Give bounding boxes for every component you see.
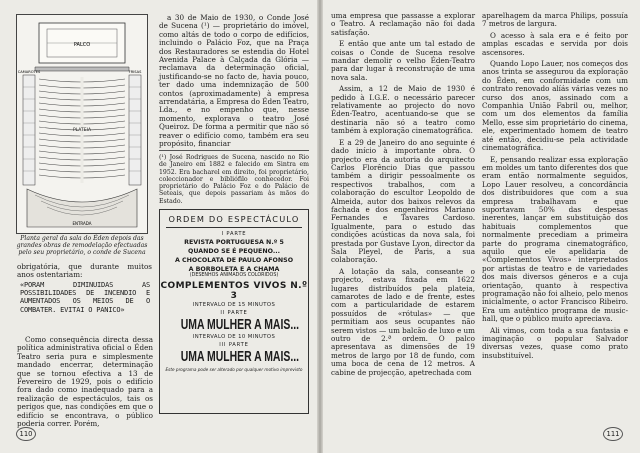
- program-interval-2: INTERVALO DE 10 MINUTOS: [192, 334, 276, 340]
- page-number-left: 110: [16, 427, 36, 441]
- divider: [166, 227, 302, 228]
- paragraph: E a 29 de Janeiro do ano seguinte é dado início à importante obra. O projecto era da autoria do arquitecto Carlos Florêncio Dias que passou também a dirigir pessoalmente os respectivos trabalhos, com a colaboração do escultor Leopoldo de Almeida, autor dos baixos relevos da fachada e dos engenheiros Mariano Fernandes e Tavares Cardoso. Igualmente, para o estudo das condições acústicas da nova sala, foi prestada por Gustave Lyon, director da Sala Pleyel, de Paris, a sua colaboração.: [331, 137, 475, 265]
- program-part-1: I PARTE: [221, 231, 247, 237]
- right-page-column-2: [482, 12, 628, 420]
- paragraph: uma empresa que passasse a explorar o Teatro. A reclamação não foi dada satisfação.: [331, 11, 475, 37]
- program-part-3: III PARTE: [219, 342, 249, 348]
- floor-plan-drawing: [17, 15, 147, 233]
- plan-label-boxes: CAMAROTES: [17, 70, 41, 74]
- left-page-column-2: [159, 14, 309, 148]
- warning-quote: «PORAM DIMINUIDAS AS POSSIBILIDADES DE INCENDIO E AUMENTADOS OS MEIOS DE O COMBATER. EVITAI O PANICO»: [20, 281, 150, 314]
- plan-label-stalls: PLATEIA: [72, 128, 92, 133]
- program-item: A CHOCOLATA DE PAULO AFONSO: [174, 257, 294, 264]
- left-page-column-1-top: [17, 263, 152, 283]
- program-complementos: COMPLEMENTOS VIVOS N.º 3: [160, 281, 308, 301]
- paragraph: obrigatória, que durante muitos anos ostentariam:: [17, 262, 152, 280]
- program-feature-2: UMA MULHER A MAIS...: [180, 349, 300, 365]
- page-number-right: 111: [603, 427, 623, 441]
- paragraph: a 30 de Maio de 1930, o Conde José de Sucena (¹) — proprietário do imóvel, como altás de todo o corpo de edifícios, incluindo o Palácio Foz, que na Praça dos Restauradores se estendia do Hotel Avenida Palace à Calçada da Glória — reclamava da determinação oficial, justificando-se no facto de, havia pouco, ter dado uma indemnização de 500 contos (aproximadamente) à empresa arrendatária, a Empresa do Éden Teatro, Lda., e no empenho que, nesse momento, explorava o teatro José Queiroz. De forma a permitir que não só reaver o edifício como, também era seu propósito, financiar: [159, 13, 309, 149]
- program-item: REVISTA PORTUGUESA N.º 5: [184, 239, 284, 246]
- theatre-floor-plan: [16, 14, 148, 234]
- floor-plan-caption: Planta geral da sala do Éden depois das grandes obras de remodelação efectuadas pelo seu proprietário, o conde de Sucena: [16, 235, 148, 257]
- paragraph: O acesso à sala era e é feito por amplas escadas e servida por dois ascensores.: [482, 30, 628, 57]
- paragraph: A lotação da sala, conseante o projecto, estava fixada em 1622 lugares distribuídos pela plateia, camarotes de lado e de frente, estes com a particularidade de estarem possuídos de «rótulas» — que permitiam aos seus ocupantes não serem vistos — um balcão de luxo e um outro de 2.ª ordem. O palco apresentava as dimensões de 19 metros de largo por 18 de fundo, com uma boca de cena de 12 metros. A cabine de projecção, apetrechada com: [331, 266, 475, 377]
- program-title: ORDEM DO ESPECTÁCULO: [168, 214, 300, 224]
- paragraph: E, pensando realizar essa exploração em moldes um tanto diferentes dos que eram então normalmente seguidos, Lopo Lauer resolveu, a concordância dos distribuidores que com a sua empresa trabalhavam e que suportavam 50% das despesas inerentes, lançar em substituição dos habituais complementos que normalmente precediam a primeira parte do programa cinematográfico, aquilo que ele apelidaria de «Complementos Vivos» interpretados por artistas de teatro e de variedades dos mais diversos géneros e a cuja orientação, quanto à respectiva programação não foi alheio, pelo menos inicialmente, o actor Francisco Ribeiro. Era um autêntico programa de music-hall, que o público muito apreciava.: [482, 154, 628, 324]
- plan-label-stage: PALCO: [73, 42, 91, 48]
- paragraph: Como consequência directa dessa política administrativa oficial o Éden Teatro seria pura e simplesmente mandado encerrar, determinação que se tornou efectiva a 13 de Fevereiro de 1929, pois o edifício fora dado como inadequado para a realização de espectáculos, tais os perigos que, nas condições em que o edifício se encontrava, o público poderia correr. Porém,: [17, 335, 153, 429]
- left-page-column-1-bottom: [17, 335, 153, 429]
- paragraph: Ali vimos, com toda a sua fantasia e imaginação o popular Salvador diversas vezes, quase como prato insubstituível.: [482, 325, 628, 360]
- program-note: Este programa pode ser alterado por qualquer motivo imprevisto: [165, 367, 303, 372]
- program-feature-1: UMA MULHER A MAIS...: [180, 317, 300, 333]
- show-program-box: [159, 209, 309, 414]
- program-interval-1: INTERVALO DE 15 MINUTOS: [192, 302, 276, 308]
- program-item: A BORBOLETA E A CHAMA: [188, 266, 280, 273]
- plan-label-entrance: ENTRADA: [72, 221, 92, 226]
- paragraph: aparelhagem da marca Philips, possuía 7 metros de largura.: [482, 11, 628, 29]
- paragraph: Quando Lopo Lauer, nos começos dos anos trinta se assegurou da exploração do Éden, em conformidade com um contrato renovado alíás várias vezes no curso dos anos, assinado com a Companhia União Fabril ou, melhor, com um dos elementos da família Mello, esse sim proprietário do cinema, ele, experimentado homem de teatro até então, decidiu-se pela actividade cinematográfica.: [482, 59, 628, 153]
- book-gutter: [317, 0, 323, 453]
- program-item: QUANDO SE É PEQUENO...: [187, 248, 281, 255]
- right-page-column-1: [331, 12, 475, 420]
- paragraph: Assim, a 12 de Maio de 1930 é pedido à I.G.E. o necessário parecer relativamente ao projecto do novo Éden-Teatro, acentuando-se que se destinaria não só a teatro como também à exploração cinematográfica.: [331, 84, 475, 136]
- footnote: (¹) José Rodrigues de Sucena, nascido no Rio de Janeiro em 1882 e falecido em Sintra em 1952. Era bacharel em direito, foi proprietário, coleccionador e bibliófilo conhecedor. Foi proprietário do Palácio Foz e do Palácio de Seteais, que depois passariam às mãos do Estado.: [159, 150, 309, 205]
- paragraph: E então que ante um tal estado de coisas o Conde de Sucena resolve mandar demolir o velho Éden-Teatro para dar lugar à reconstrução de uma nova sala.: [331, 39, 475, 82]
- program-part-2: II PARTE: [220, 310, 248, 316]
- plan-label-frisas: FRISAS: [128, 70, 142, 74]
- program-item-sub: (DESENHOS ANIMADOS COLORIDOS): [189, 273, 279, 278]
